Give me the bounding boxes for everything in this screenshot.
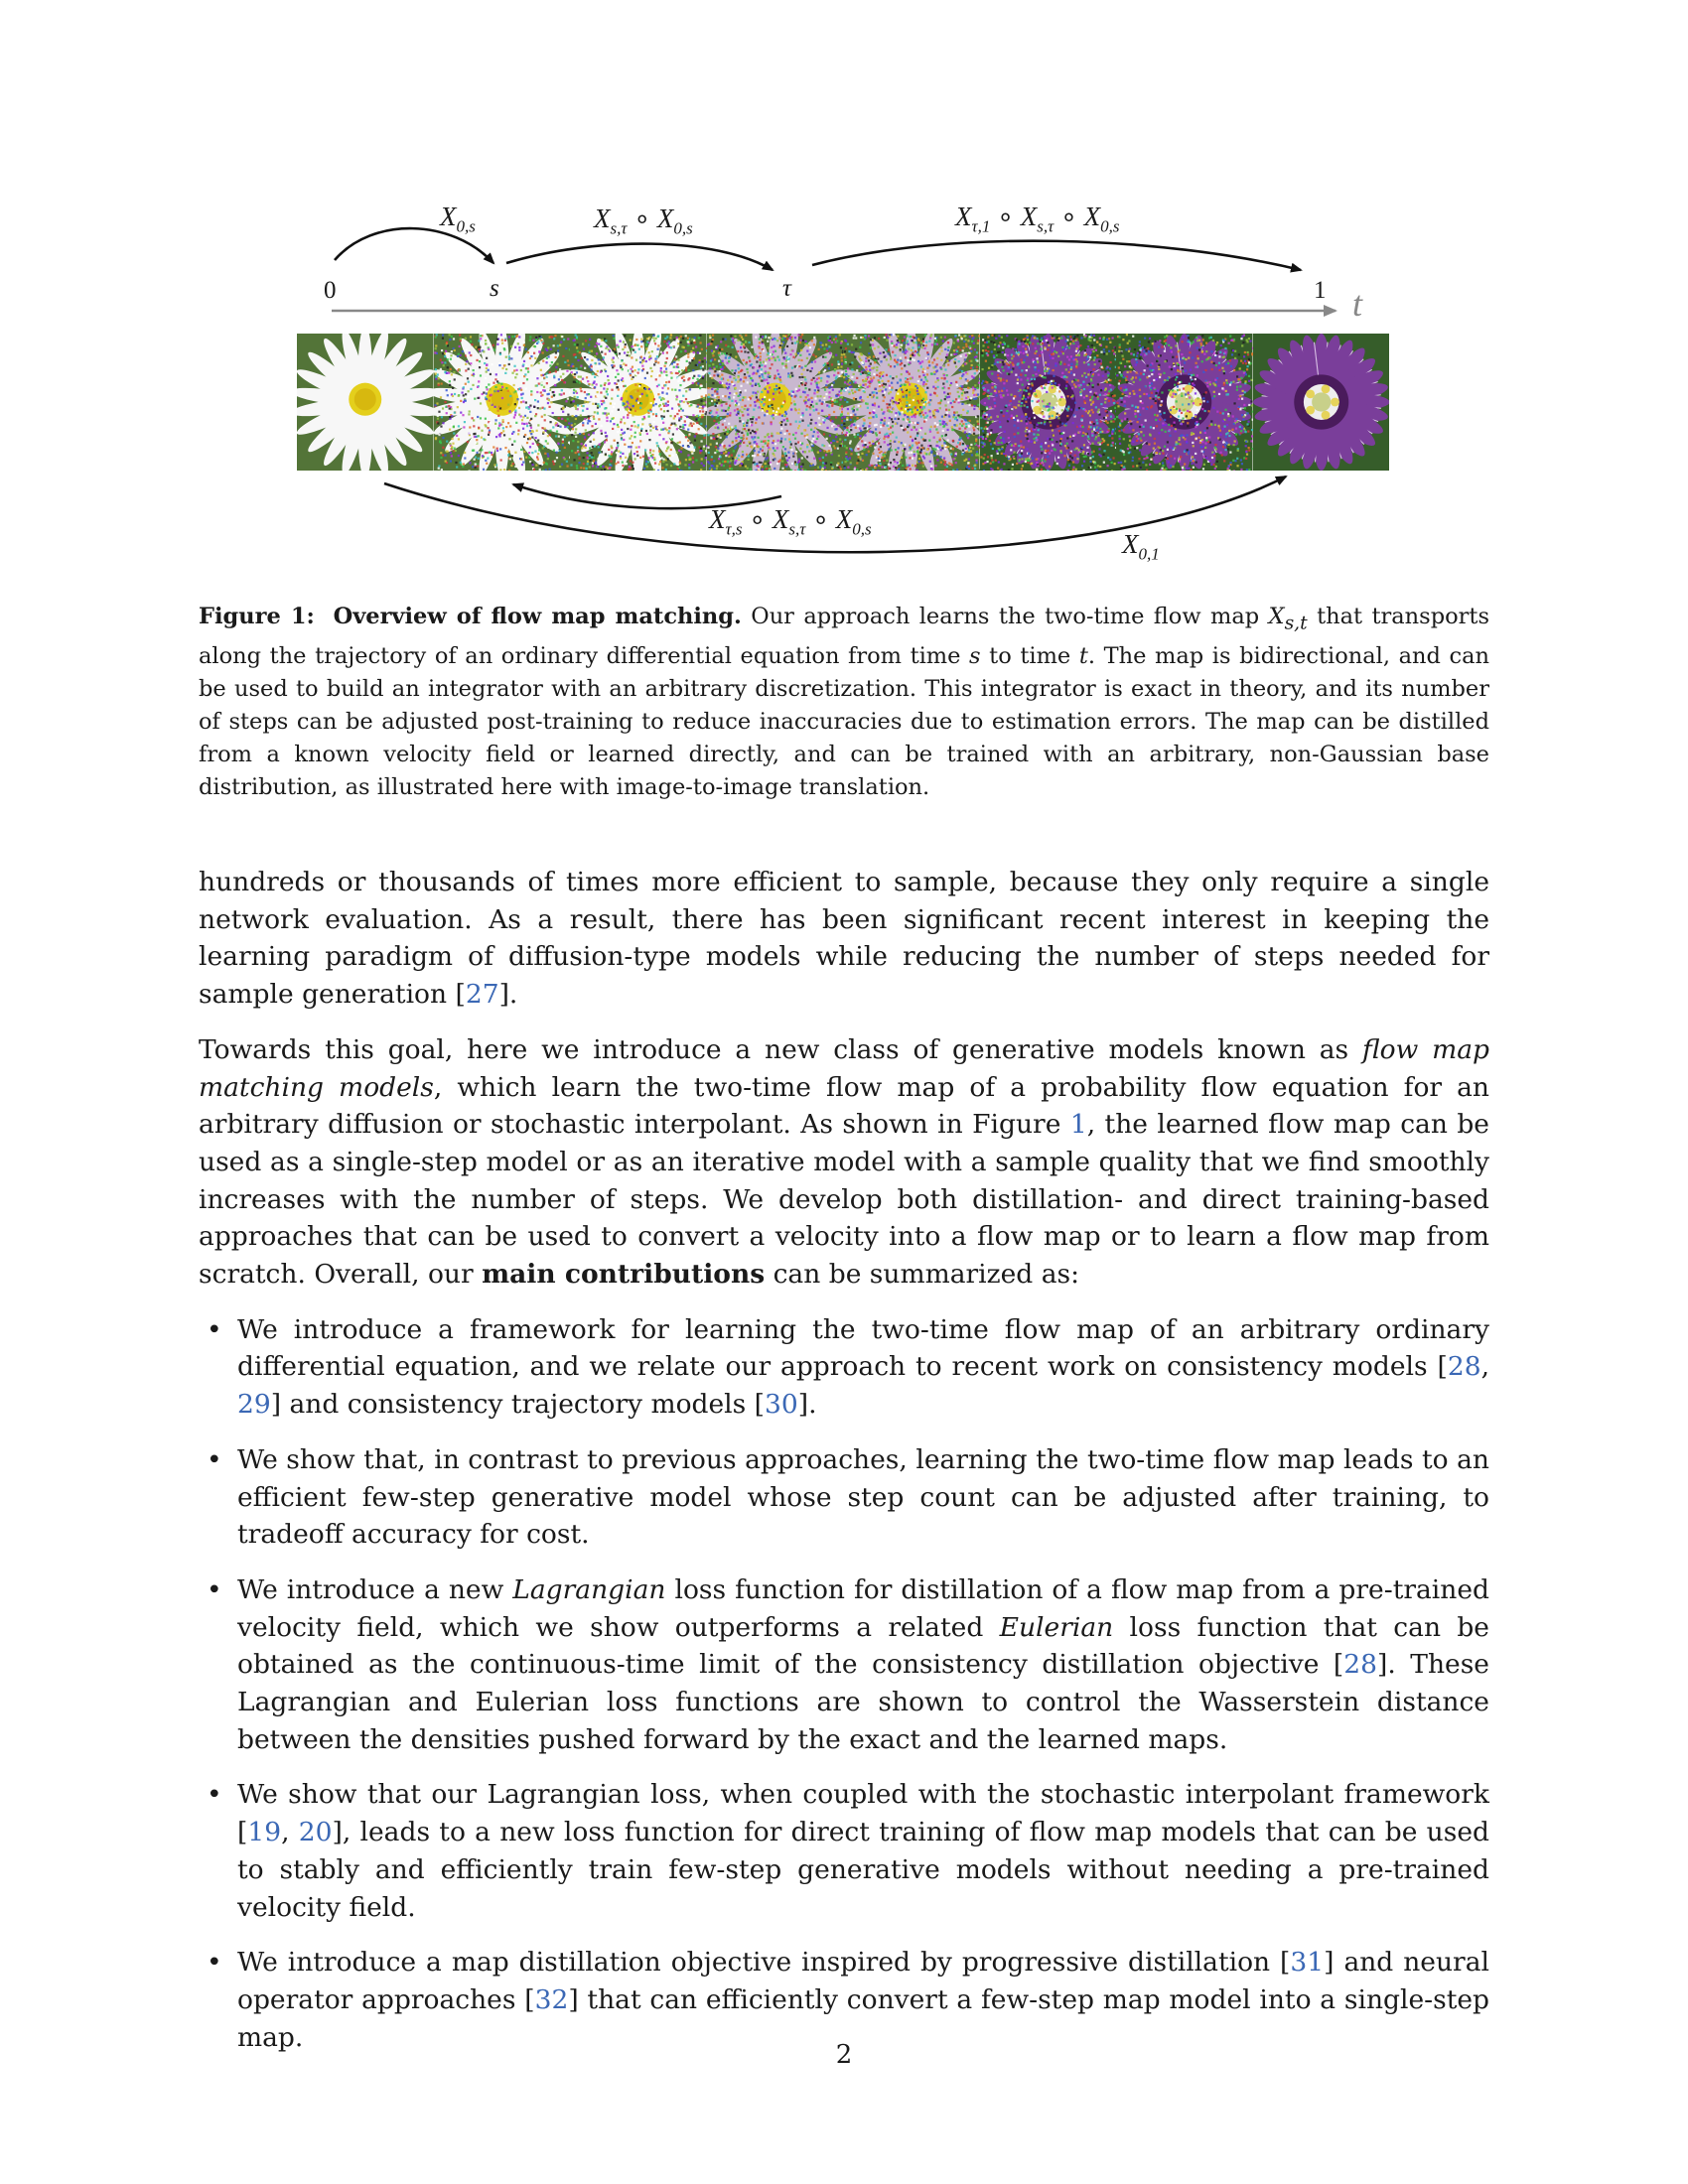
image-tile-white-daisy [297, 334, 434, 471]
citation-29[interactable]: 29 [237, 1389, 271, 1421]
caption-title: Overview of flow map matching. [333, 604, 742, 629]
citation-28[interactable]: 28 [1343, 1649, 1377, 1681]
figure-arrows [0, 0, 1688, 576]
image-tile-passionflower-noisy [980, 334, 1117, 471]
image-tile-mixed-noisy [707, 334, 844, 471]
citation-19[interactable]: 19 [247, 1817, 282, 1848]
tick-1: 1 [1314, 277, 1327, 304]
bullet-icon: • [207, 1313, 222, 1345]
figure-1 [0, 0, 1688, 576]
image-tile-daisy-noisy [570, 334, 707, 471]
figure-1-reference[interactable]: 1 [1069, 1109, 1087, 1141]
label-x0s: $X_{0,s}$ [440, 202, 476, 236]
arrow-tau-to-1 [812, 241, 1301, 270]
label-x01: $X_{0,1}$ [1122, 529, 1160, 564]
body-text [199, 864, 1489, 2074]
caption-figure-number: Figure 1: [199, 604, 315, 629]
citation-20[interactable]: 20 [298, 1817, 333, 1848]
label-xtaus-composition: $X_{\tau,s}$ ∘ $X_{s,\tau}$ ∘ $X_{0,s}$ [709, 504, 872, 539]
tick-0: 0 [324, 277, 337, 304]
citation-30[interactable]: 30 [765, 1389, 798, 1421]
citation-28[interactable]: 28 [1447, 1351, 1481, 1383]
paragraph-1: hundreds or thousands of times more efficient to sample, because they only require a single network evaluation. As a result, there has been significant recent interest in keeping the learning paradigm of diffusion-type models while reducing the number of steps needed for sample generation [27]. [199, 867, 1489, 1011]
citation-31[interactable]: 31 [1290, 1947, 1325, 1979]
label-xtau1-composition: $X_{\tau,1}$ ∘ $X_{s,\tau}$ ∘ $X_{0,s}$ [955, 202, 1120, 236]
citation-32[interactable]: 32 [534, 1983, 569, 2015]
image-tile-daisy-noisy [434, 334, 571, 471]
list-item: • We introduce a framework for learning the two-time flow map of an arbitrary ordinary differential equation, and we relate our approach to recent work on consistency models [28, 29] and consistency trajectory models [30]. [199, 1311, 1489, 1424]
page-number: 2 [835, 2040, 853, 2070]
list-item: • We introduce a new Lagrangian loss function for distillation of a flow map from a pre-trained velocity field, which we show outperforms a related Eulerian loss function that can be obtained as the continuous-time limit of the consistency distillation objective [28]. These Lagrangian and Eulerian loss functions are shown to control the Wasserstein distance between the densities pushed forward by the exact and the learned maps. [199, 1571, 1489, 1759]
list-item: • We introduce a map distillation objective inspired by progressive distillation [31] and neural operator approaches [32] that can efficiently convert a few-step map model into a single-step map. [199, 1944, 1489, 2056]
list-item: • We show that, in contrast to previous approaches, learning the two-time flow map leads to an efficient few-step generative model whose step count can be adjusted after training, to tradeoff accuracy for cost. [199, 1441, 1489, 1554]
bullet-icon: • [207, 1779, 222, 1811]
label-xstau-x0s: $X_{s,\tau}$ ∘ $X_{0,s}$ [594, 204, 693, 238]
list-item: • We show that our Lagrangian loss, when coupled with the stochastic interpolant framework [19, 20], leads to a new loss function for direct training of flow map models that can be used to stably and efficiently train few-step generative models without needing a pre-trained velocity field. [199, 1776, 1489, 1926]
bullet-icon: • [207, 1947, 222, 1979]
citation-27[interactable]: 27 [465, 979, 499, 1011]
figure-caption: Figure 1: Overview of flow map matching. Our approach learns the two-time flow map $X_{s,t}$ that transports along the trajectory of an ordinary differential equation from time s to time t. The map is bidirectional, and can be used to build an integrator with an arbitrary discretization. This integrator is exact in theory, and its number of steps can be adjusted post-training to reduce inaccuracies due to estimation errors. The map can be distilled from a known velocity field or learned directly, and can be trained with an arbitrary, non-Gaussian base distribution, as illustrated here with image-to-image translation. [199, 604, 1489, 800]
tick-tau: τ [782, 275, 791, 302]
image-tile-mixed-noisy [843, 334, 980, 471]
bullet-icon: • [207, 1573, 222, 1605]
bullet-icon: • [207, 1443, 222, 1475]
arrow-s-to-tau [506, 244, 773, 270]
image-tile-purple-passionflower [1253, 334, 1390, 471]
image-tile-passionflower-noisy [1116, 334, 1253, 471]
axis-label-t: t [1352, 284, 1363, 324]
paragraph-2: Towards this goal, here we introduce a new class of generative models known as flow map matching models, which learn the two-time flow map of a probability flow equation for an arbitrary diffusion or stochastic interpolant. As shown in Figure 1, the learned flow map can be used as a single-step model or as an iterative model with a sample quality that we find smoothly increases with the number of steps. We develop both distillation- and direct training-based approaches that can be used to convert a velocity into a flow map or to learn a flow map from scratch. Overall, our main contributions can be summarized as: [199, 1033, 1489, 1291]
image-strip [297, 334, 1389, 471]
tick-s: s [490, 275, 499, 302]
contributions-list [199, 1311, 1489, 2057]
